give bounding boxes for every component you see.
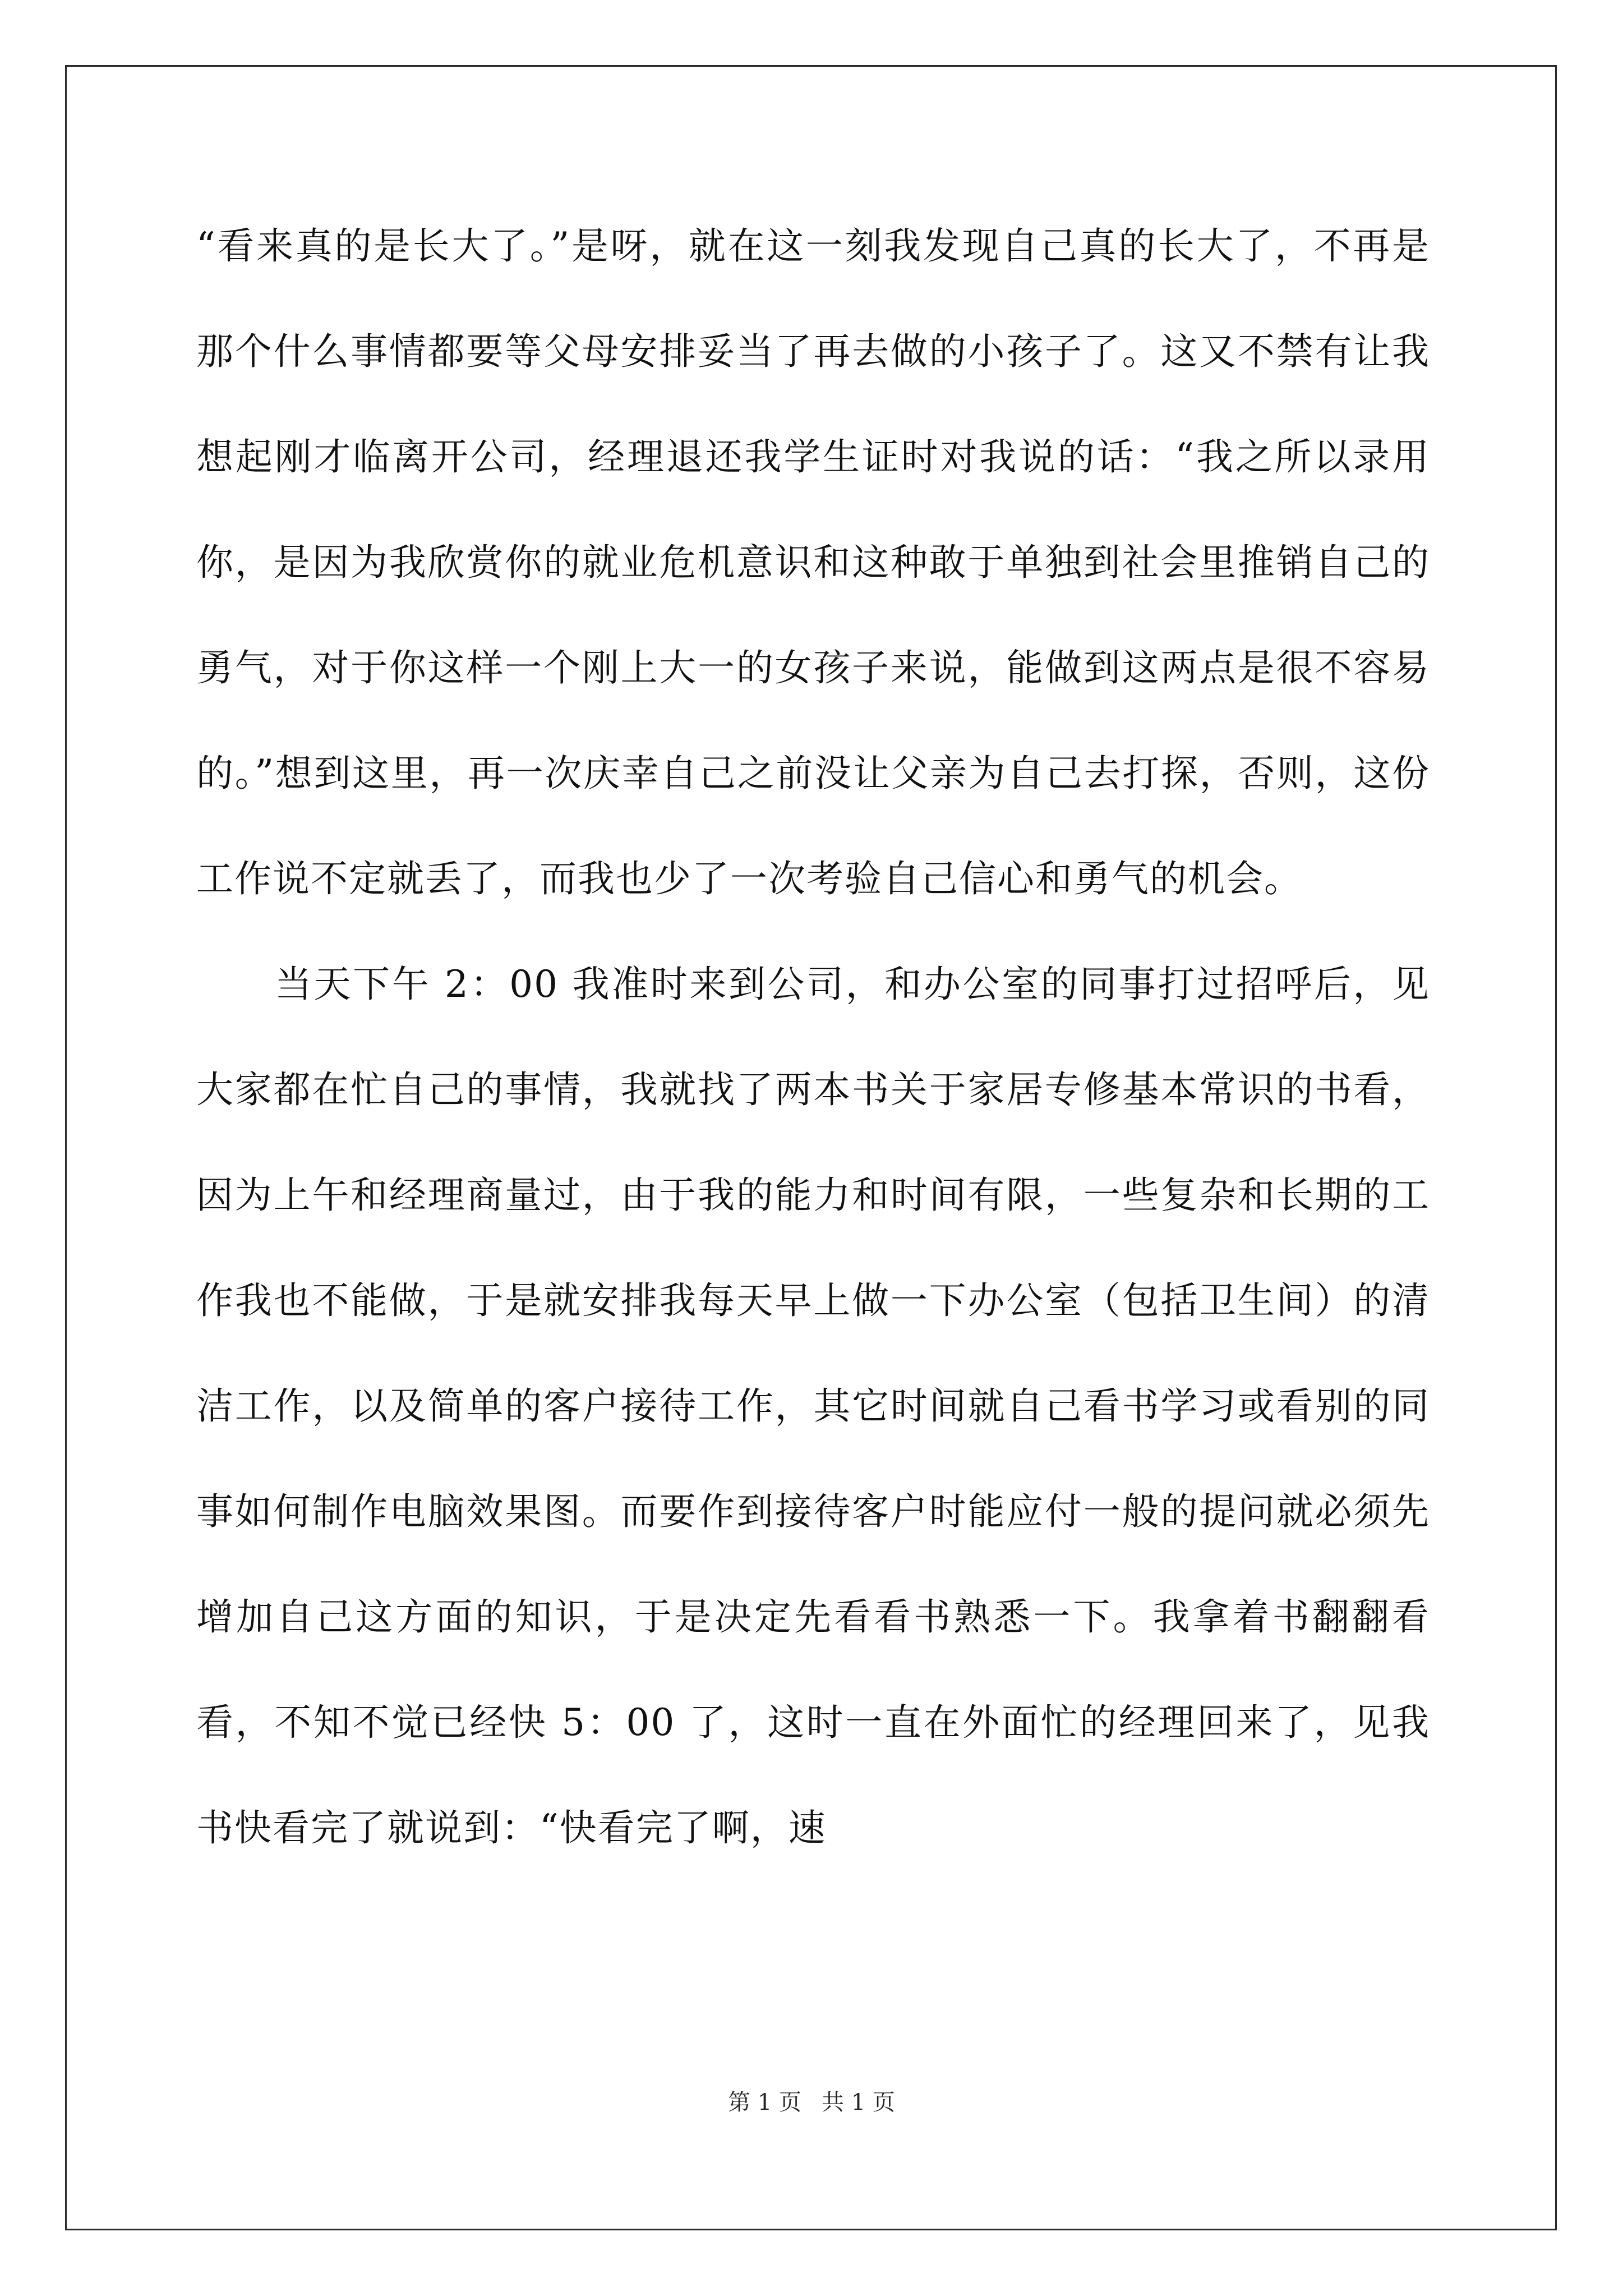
page-number-current: 第 1 页 (728, 2090, 801, 2115)
document-body (196, 194, 1430, 1881)
paragraph-2: 当天下午 2：00 我准时来到公司，和办公室的同事打过招呼后，见大家都在忙自己的事情，我就找了两本书关于家居专修基本常识的书看，因为上午和经理商量过，由于我的能力和时间有限，一些复杂和长期的工作我也不能做，于是就安排我每天早上做一下办公室（包括卫生间）的清洁工作，以及简单的客户接待工作，其它时间就自己看书学习或看别的同事如何制作电脑效果图。而要作到接待客户时能应付一般的提问就必须先增加自己这方面的知识，于是决定先看看书熟悉一下。我拿着书翻翻看看，不知不觉已经快 5：00 了，这时一直在外面忙的经理回来了，见我书快看完了就说到：“快看完了啊，速 (196, 963, 1430, 1849)
paragraph-1: “看来真的是长大了。”是呀，就在这一刻我发现自己真的长大了，不再是那个什么事情都要等父母安排妥当了再去做的小孩子了。这又不禁有让我想起刚才临离开公司，经理退还我学生证时对我说的话：“我之所以录用你，是因为我欣赏你的就业危机意识和这种敢于单独到社会里推销自己的勇气，对于你这样一个刚上大一的女孩子来说，能做到这两点是很不容易的。”想到这里，再一次庆幸自己之前没让父亲为自己去打探，否则，这份工作说不定就丢了，而我也少了一次考验自己信心和勇气的机会。 (196, 224, 1430, 900)
page-footer (0, 2086, 1623, 2119)
page-number-total: 共 1 页 (822, 2090, 895, 2115)
